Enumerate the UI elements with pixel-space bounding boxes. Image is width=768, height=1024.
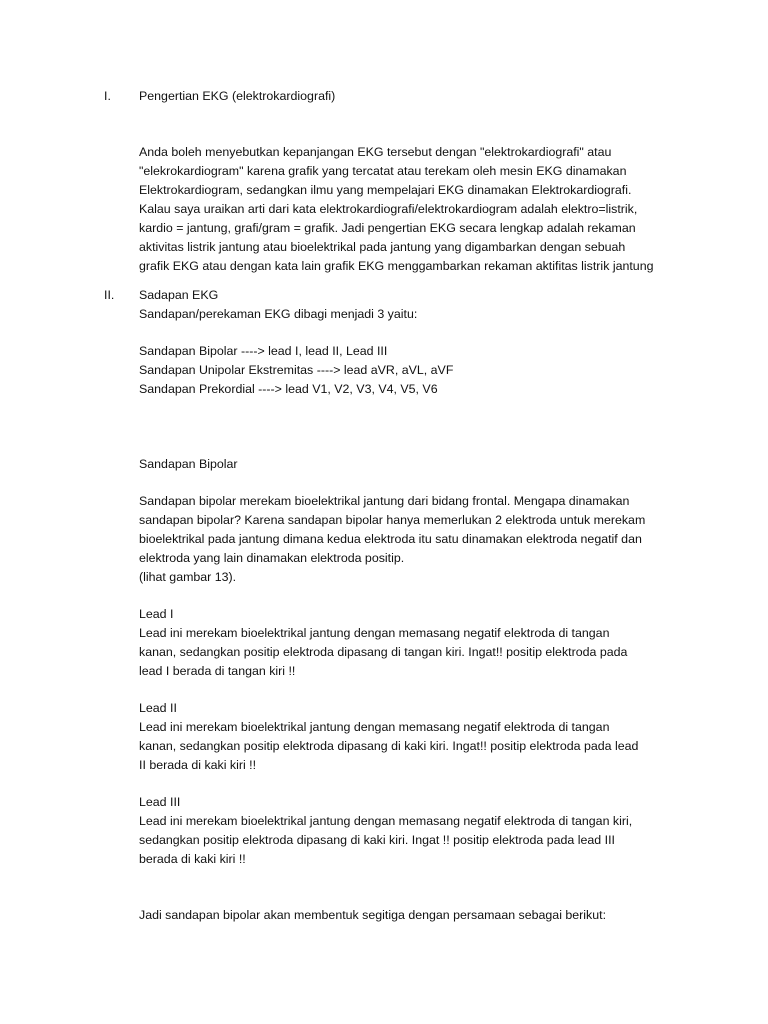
section-1-title	[139, 87, 699, 106]
lead-3-heading: Lead III	[139, 795, 181, 809]
paragraph-line: aktivitas listrik jantung atau bioelektrikal pada jantung yang digambarkan dengan sebuah	[139, 240, 626, 254]
paragraph-line: bioelektrikal pada jantung dimana kedua elektroda itu satu dinamakan elektroda negatif dan	[139, 532, 642, 546]
bipolar-heading-text: Sandapan Bipolar	[139, 457, 238, 471]
paragraph-line: Anda boleh menyebutkan kepanjangan EKG tersebut dengan "elektrokardiografi" atau	[139, 145, 612, 159]
section-2-intro: Sandapan/perekaman EKG dibagi menjadi 3 yaitu:	[139, 307, 418, 321]
paragraph-line: kanan, sedangkan positip elektroda dipasang di tangan kiri. Ingat!! positip elektroda pada	[139, 645, 628, 659]
paragraph-line: lead I berada di tangan kiri !!	[139, 664, 296, 678]
paragraph-line: berada di kaki kiri !!	[139, 852, 246, 866]
lead-1-block	[139, 605, 699, 681]
list-item: Sandapan Unipolar Ekstremitas ----> lead aVR, aVL, aVF	[139, 363, 454, 377]
sandapan-list	[139, 342, 699, 399]
lead-2-block	[139, 699, 699, 775]
bipolar-heading	[139, 455, 699, 474]
paragraph-line: (lihat gambar 13).	[139, 570, 237, 584]
section-1-paragraph	[139, 143, 699, 276]
paragraph-line: elektroda yang lain dinamakan elektroda positip.	[139, 551, 405, 565]
paragraph-line: Lead ini merekam bioelektrikal jantung dengan memasang negatif elektroda di tangan	[139, 626, 610, 640]
section-2-numeral: II.	[104, 288, 115, 302]
paragraph-line: sedangkan positip elektroda dipasang di kaki kiri. Ingat !! positip elektroda pada lead III	[139, 833, 615, 847]
section-1-title-text: Pengertian EKG (elektrokardiografi)	[139, 89, 336, 103]
paragraph-line: sandapan bipolar? Karena sandapan bipolar hanya memerlukan 2 elektroda untuk merekam	[139, 513, 646, 527]
paragraph-line: "elekrokardiogram" karena grafik yang tercatat atau terekam oleh mesin EKG dinamakan	[139, 164, 627, 178]
section-2-header	[139, 286, 699, 324]
section-1-numeral: I.	[104, 89, 111, 103]
paragraph-line: Sandapan bipolar merekam bioelektrikal jantung dari bidang frontal. Mengapa dinamakan	[139, 494, 630, 508]
paragraph-line: Lead ini merekam bioelektrikal jantung dengan memasang negatif elektroda di tangan kiri,	[139, 814, 633, 828]
paragraph-line: Lead ini merekam bioelektrikal jantung dengan memasang negatif elektroda di tangan	[139, 720, 610, 734]
paragraph-line: Kalau saya uraikan arti dari kata elektrokardiografi/elektrokardiogram adalah elektro=listrik,	[139, 202, 638, 216]
list-item: Sandapan Bipolar ----> lead I, lead II, Lead III	[139, 344, 388, 358]
paragraph-line: Elektrokardiogram, sedangkan ilmu yang mempelajari EKG dinamakan Elektrokardiografi.	[139, 183, 632, 197]
lead-3-block	[139, 793, 699, 869]
closing-text: Jadi sandapan bipolar akan membentuk segitiga dengan persamaan sebagai berikut:	[139, 908, 607, 922]
paragraph-line: kanan, sedangkan positip elektroda dipasang di kaki kiri. Ingat!! positip elektroda pada lead	[139, 739, 639, 753]
section-2-title: Sadapan EKG	[139, 288, 219, 302]
paragraph-line: kardio = jantung, grafi/gram = grafik. Jadi pengertian EKG secara lengkap adalah rekaman	[139, 221, 636, 235]
paragraph-line: grafik EKG atau dengan kata lain grafik EKG menggambarkan rekaman aktifitas listrik jantung	[139, 259, 654, 273]
lead-1-heading: Lead I	[139, 607, 174, 621]
bipolar-paragraph	[139, 492, 699, 587]
list-item: Sandapan Prekordial ----> lead V1, V2, V3, V4, V5, V6	[139, 382, 438, 396]
lead-2-heading: Lead II	[139, 701, 177, 715]
paragraph-line: II berada di kaki kiri !!	[139, 758, 257, 772]
closing-statement	[139, 906, 699, 925]
